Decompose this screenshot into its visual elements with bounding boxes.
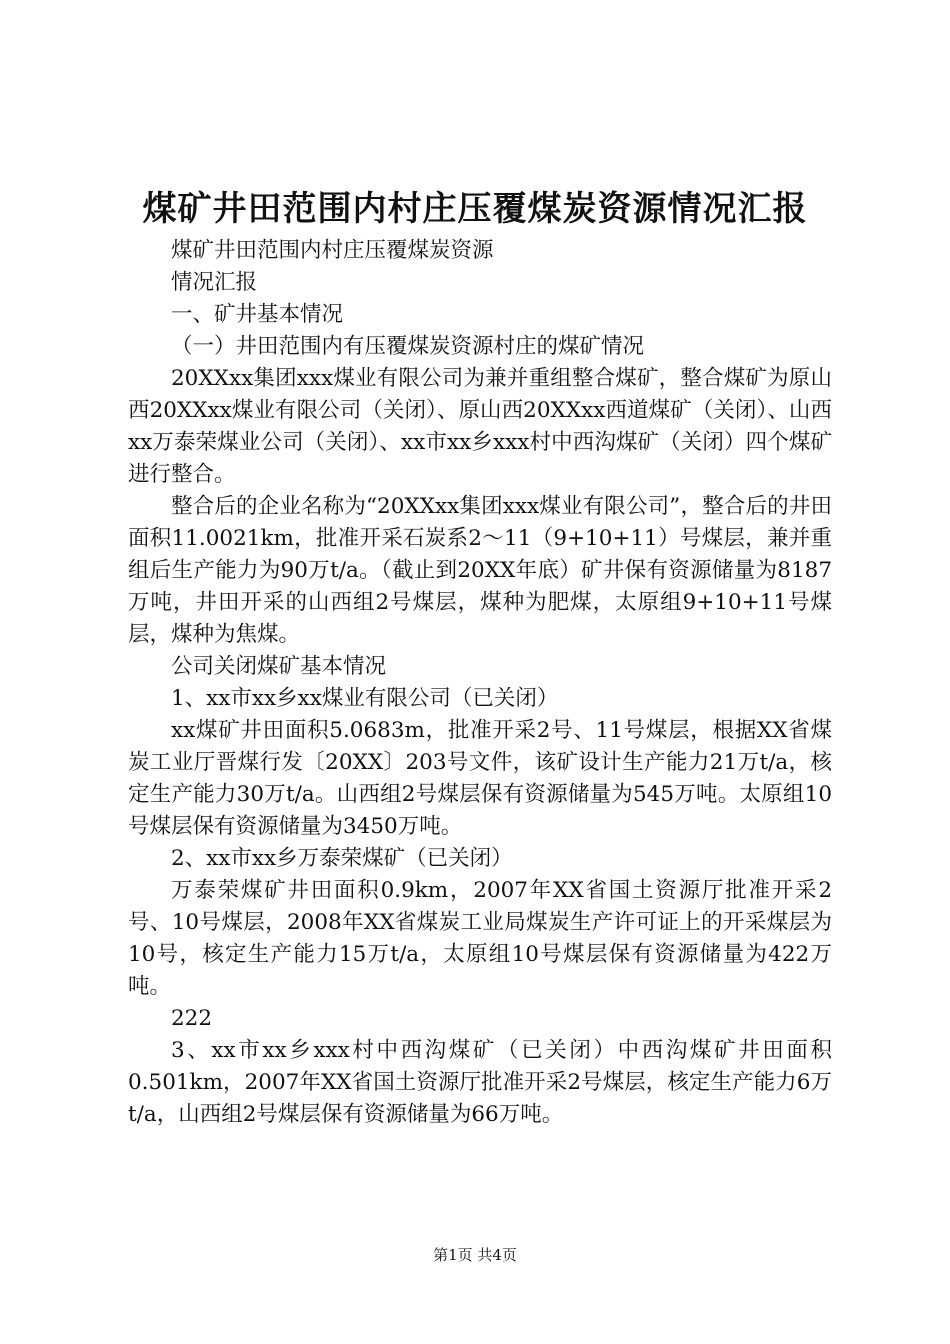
section-heading-1: 一、矿井基本情况 xyxy=(171,302,344,327)
document-title: 煤矿井田范围内村庄压覆煤炭资源情况汇报 xyxy=(142,189,808,229)
mine-1-heading: 1、xx市xx乡xx煤业有限公司（已关闭） xyxy=(171,686,559,711)
subtitle-line-2: 情况汇报 xyxy=(171,270,258,295)
mine-3-paragraph: 3、xx市xx乡xxx村中西沟煤矿（已关闭）中西沟煤矿井田面积0.501km，2007年XX省国土资源厅批准开采2号煤层，核定生产能力6万t/a，山西组2号煤层保有资源储量为66万吨。 xyxy=(128,1038,832,1127)
subtitle-line-1: 煤矿井田范围内村庄压覆煤炭资源 xyxy=(171,238,494,263)
paragraph-company-info: 整合后的企业名称为“20XXxx集团xxx煤业有限公司”，整合后的井田面积11.0021km，批准开采石炭系2～11（9+10+11）号煤层，兼并重组后生产能力为90万t/a。（截止到20XX年底）矿井保有资源储量为8187万吨，井田开采的山西组2号煤层，煤种为肥煤，太原组9+10+11号煤层，煤种为焦煤。 xyxy=(128,494,832,647)
page-number: 第1页 共4页 xyxy=(433,1246,517,1264)
mine-2-paragraph: 万泰荣煤矿井田面积0.9km，2007年XX省国土资源厅批准开采2号、10号煤层，2008年XX省煤炭工业局煤炭生产许可证上的开采煤层为10号，核定生产能力15万t/a，太原组10号煤层保有资源储量为422万吨。 xyxy=(128,878,832,999)
document-body xyxy=(128,235,832,1131)
closed-mines-heading: 公司关闭煤矿基本情况 xyxy=(171,654,387,679)
mine-2-heading: 2、xx市xx乡万泰荣煤矿（已关闭） xyxy=(171,846,513,871)
mine-1-paragraph: xx煤矿井田面积5.0683m，批准开采2号、11号煤层，根据XX省煤炭工业厅晋煤行发〔20XX〕203号文件，该矿设计生产能力21万t/a，核定生产能力30万t/a。山西组2号煤层保有资源储量为545万吨。太原组10号煤层保有资源储量为3450万吨。 xyxy=(128,718,832,839)
paragraph-integration: 20XXxx集团xxx煤业有限公司为兼并重组整合煤矿，整合煤矿为原山西20XXxx煤业有限公司（关闭）、原山西20XXxx西道煤矿（关闭）、山西xx万泰荣煤业公司（关闭）、xx市xx乡xxx村中西沟煤矿（关闭）四个煤矿进行整合。 xyxy=(128,366,832,487)
subsection-heading-1: （一）井田范围内有压覆煤炭资源村庄的煤矿情况 xyxy=(171,334,645,359)
stray-number: 222 xyxy=(171,1006,213,1031)
